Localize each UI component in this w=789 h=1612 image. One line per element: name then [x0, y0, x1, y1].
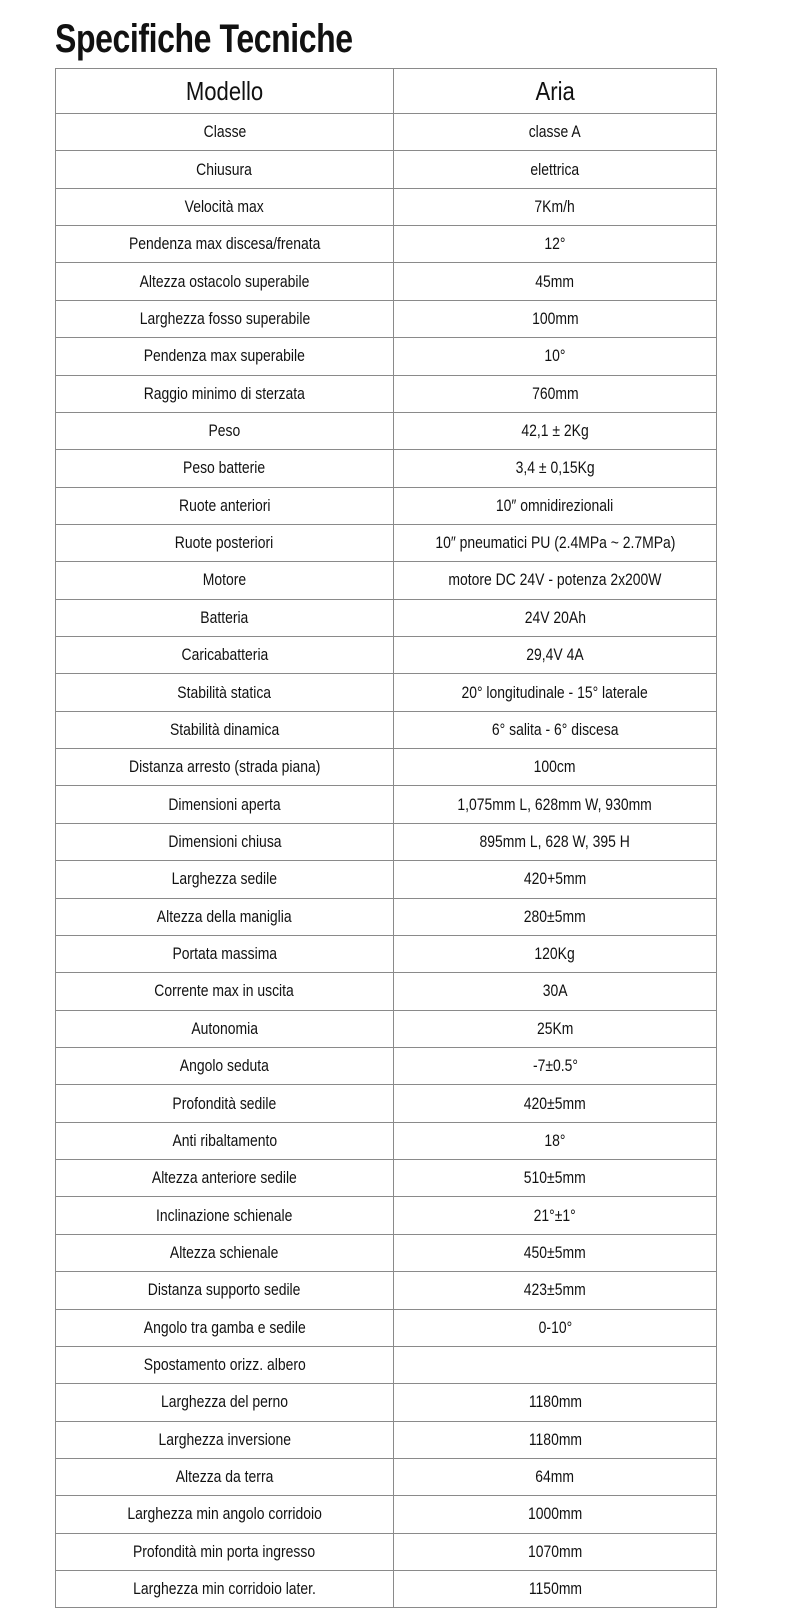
spec-value: 1070mm [527, 1541, 583, 1561]
table-row [56, 412, 717, 449]
spec-value: 1180mm [528, 1392, 582, 1412]
spec-value-cell [394, 338, 717, 375]
spec-label-cell [56, 226, 394, 263]
spec-value: 24V 20Ah [524, 607, 586, 627]
spec-label: Angolo tra gamba e sedile [143, 1317, 306, 1337]
spec-value: motore DC 24V - potenza 2x200W [448, 570, 662, 590]
table-row [56, 300, 717, 337]
table-row [56, 1234, 717, 1271]
spec-label: Ruote posteriori [175, 533, 274, 553]
spec-value-cell [394, 1010, 717, 1047]
table-row [56, 674, 717, 711]
spec-value: 21°±1° [533, 1205, 577, 1225]
spec-value-cell [394, 226, 717, 263]
spec-label: Motore [202, 570, 247, 590]
spec-value-cell [394, 487, 717, 524]
spec-value-cell [394, 1085, 717, 1122]
spec-value-cell [394, 1122, 717, 1159]
spec-label: Ruote anteriori [178, 495, 271, 515]
table-row [56, 749, 717, 786]
table-row [56, 935, 717, 972]
spec-label: Chiusura [196, 159, 253, 179]
table-row [56, 1458, 717, 1495]
spec-value-cell [394, 1571, 717, 1608]
spec-value: 6° salita - 6° discesa [491, 719, 619, 739]
spec-label-cell [56, 1309, 394, 1346]
spec-value-cell [394, 973, 717, 1010]
table-row [56, 1122, 717, 1159]
spec-label: Larghezza inversione [158, 1429, 291, 1449]
table-row [56, 711, 717, 748]
spec-label-cell [56, 711, 394, 748]
spec-label-cell [56, 674, 394, 711]
spec-label: Larghezza sedile [171, 869, 278, 889]
spec-label: Angolo seduta [179, 1056, 270, 1076]
spec-value: 120Kg [534, 944, 576, 964]
spec-label: Batteria [200, 607, 249, 627]
table-row [56, 1533, 717, 1570]
spec-label-cell [56, 599, 394, 636]
spec-label: Velocità max [184, 196, 265, 216]
spec-value: 420+5mm [523, 869, 587, 889]
table-row [56, 1496, 717, 1533]
spec-label: Caricabatteria [181, 645, 268, 665]
spec-label: Profondità sedile [172, 1093, 277, 1113]
spec-value-cell [394, 300, 717, 337]
spec-label-cell [56, 786, 394, 823]
spec-value: 10″ omnidirezionali [496, 495, 614, 515]
table-row [56, 861, 717, 898]
spec-label: Peso [208, 421, 241, 441]
spec-value: 45mm [535, 271, 575, 291]
spec-label-cell [56, 1571, 394, 1608]
table-row [56, 226, 717, 263]
spec-value-cell [394, 1384, 717, 1421]
spec-label-cell [56, 1197, 394, 1234]
spec-label-cell [56, 1160, 394, 1197]
spec-label-cell [56, 1010, 394, 1047]
spec-label-cell [56, 1533, 394, 1570]
spec-label: Inclinazione schienale [156, 1205, 293, 1225]
spec-value: 10° [544, 346, 566, 366]
spec-label-cell [56, 1085, 394, 1122]
table-row [56, 375, 717, 412]
header-value: Aria [535, 75, 575, 106]
table-row [56, 1421, 717, 1458]
spec-value: elettrica [530, 159, 580, 179]
spec-value-cell [394, 935, 717, 972]
table-row [56, 188, 717, 225]
table-row [56, 1160, 717, 1197]
spec-label: Larghezza fosso superabile [139, 308, 310, 328]
spec-label: Stabilità statica [177, 682, 272, 702]
spec-label: Spostamento orizz. albero [143, 1355, 306, 1375]
spec-value-cell [394, 823, 717, 860]
spec-label: Larghezza min corridoio later. [133, 1579, 316, 1599]
spec-value: 7Km/h [534, 196, 576, 216]
table-header-row [56, 69, 717, 114]
spec-value-cell [394, 1309, 717, 1346]
spec-value-cell [394, 786, 717, 823]
spec-value: 450±5mm [524, 1242, 586, 1262]
spec-value: 18° [544, 1130, 566, 1150]
spec-label-cell [56, 1122, 394, 1159]
table-row [56, 263, 717, 300]
table-row [56, 1085, 717, 1122]
spec-value-cell [394, 114, 717, 151]
spec-label-cell [56, 263, 394, 300]
spec-label-cell [56, 823, 394, 860]
table-row [56, 1309, 717, 1346]
table-row [56, 524, 717, 561]
table-row [56, 1571, 717, 1608]
spec-label: Pendenza max discesa/frenata [128, 234, 321, 254]
spec-value: 423±5mm [524, 1280, 586, 1300]
spec-value-cell [394, 1047, 717, 1084]
table-row [56, 1047, 717, 1084]
spec-label: Raggio minimo di sterzata [143, 383, 306, 403]
spec-label-cell [56, 188, 394, 225]
spec-label: Altezza da terra [175, 1467, 274, 1487]
table-row [56, 114, 717, 151]
spec-value: 20° longitudinale - 15° laterale [461, 682, 649, 702]
spec-value: 280±5mm [524, 906, 586, 926]
spec-label: Distanza arresto (strada piana) [128, 757, 321, 777]
spec-label-cell [56, 861, 394, 898]
spec-value-cell [394, 861, 717, 898]
spec-value: 64mm [535, 1467, 575, 1487]
spec-label-cell [56, 338, 394, 375]
spec-value: 1180mm [528, 1429, 582, 1449]
spec-label: Anti ribaltamento [172, 1130, 277, 1150]
spec-value-cell [394, 599, 717, 636]
spec-value: 100mm [531, 308, 579, 328]
spec-value-cell [394, 1421, 717, 1458]
header-label: Modello [185, 75, 264, 106]
spec-value-cell [394, 711, 717, 748]
spec-label-cell [56, 749, 394, 786]
spec-value-cell [394, 637, 717, 674]
spec-label-cell [56, 524, 394, 561]
spec-value: 760mm [531, 383, 579, 403]
table-row [56, 973, 717, 1010]
spec-value: 29,4V 4A [526, 645, 584, 665]
table-row [56, 637, 717, 674]
spec-value: 25Km [536, 1018, 574, 1038]
spec-label: Profondità min porta ingresso [133, 1541, 316, 1561]
spec-value-cell [394, 898, 717, 935]
table-row [56, 1197, 717, 1234]
spec-label: Classe [203, 122, 246, 142]
spec-label: Dimensioni aperta [168, 794, 281, 814]
spec-value-cell [394, 749, 717, 786]
spec-value-cell [394, 562, 717, 599]
spec-value: 420±5mm [524, 1093, 586, 1113]
spec-label-cell [56, 412, 394, 449]
spec-label-cell [56, 1421, 394, 1458]
spec-label-cell [56, 114, 394, 151]
spec-value: 3,4 ± 0,15Kg [515, 458, 595, 478]
spec-value: 12° [544, 234, 566, 254]
spec-label-cell [56, 1272, 394, 1309]
spec-value: -7±0.5° [532, 1056, 578, 1076]
table-row [56, 450, 717, 487]
spec-label-cell [56, 375, 394, 412]
spec-value: 30A [542, 981, 568, 1001]
spec-value: 1150mm [528, 1579, 582, 1599]
page-title: Specifiche Tecniche [55, 17, 353, 61]
spec-label-cell [56, 562, 394, 599]
spec-label: Dimensioni chiusa [167, 832, 282, 851]
spec-label: Altezza della maniglia [157, 906, 292, 926]
spec-label: Altezza schienale [170, 1242, 279, 1262]
spec-value: 1,075mm L, 628mm W, 930mm [457, 794, 653, 814]
table-row [56, 823, 717, 860]
spec-value: 510±5mm [524, 1168, 586, 1188]
spec-label: Stabilità dinamica [169, 719, 280, 739]
spec-label-cell [56, 1458, 394, 1495]
spec-value-cell [394, 524, 717, 561]
spec-label-cell [56, 637, 394, 674]
spec-label: Peso batterie [183, 458, 266, 478]
table-row [56, 786, 717, 823]
spec-value: 0-10° [538, 1317, 572, 1337]
spec-value-cell [394, 1160, 717, 1197]
spec-label: Altezza anteriore sedile [152, 1168, 297, 1188]
table-row [56, 151, 717, 188]
header-label-cell [56, 69, 394, 114]
table-row [56, 1010, 717, 1047]
spec-value: 42,1 ± 2Kg [521, 421, 589, 441]
spec-label-cell [56, 898, 394, 935]
spec-value-cell [394, 151, 717, 188]
spec-value-cell [394, 412, 717, 449]
table-row [56, 487, 717, 524]
spec-value-cell [394, 375, 717, 412]
table-row [56, 1272, 717, 1309]
spec-value: classe A [529, 122, 581, 142]
spec-label: Portata massima [172, 944, 277, 964]
spec-label-cell [56, 935, 394, 972]
table-row [56, 338, 717, 375]
spec-label: Corrente max in uscita [154, 981, 295, 1001]
spec-label-cell [56, 487, 394, 524]
spec-value-cell [394, 1458, 717, 1495]
header-value-cell [394, 69, 717, 114]
table-row [56, 599, 717, 636]
spec-value-cell [394, 1197, 717, 1234]
spec-value-cell [394, 188, 717, 225]
spec-value-cell [394, 450, 717, 487]
spec-label: Altezza ostacolo superabile [139, 271, 310, 291]
spec-label-cell [56, 1047, 394, 1084]
spec-label-cell [56, 151, 394, 188]
spec-label: Pendenza max superabile [143, 346, 306, 366]
spec-value-cell [394, 674, 717, 711]
spec-value-cell [394, 263, 717, 300]
spec-label-cell [56, 1346, 394, 1383]
spec-label: Autonomia [191, 1018, 258, 1038]
spec-label-cell [56, 1234, 394, 1271]
table-row [56, 562, 717, 599]
spec-value-cell [394, 1272, 717, 1309]
spec-value: 100cm [534, 757, 576, 777]
spec-label: Distanza supporto sedile [148, 1280, 301, 1300]
table-row [56, 1384, 717, 1421]
table-row [56, 1346, 717, 1383]
table-row [56, 898, 717, 935]
spec-value: 895mm L, 628 W, 395 H [479, 832, 631, 851]
spec-label-cell [56, 1384, 394, 1421]
spec-value: 10″ pneumatici PU (2.4MPa ~ 2.7MPa) [434, 533, 676, 553]
spec-value: 1000mm [527, 1504, 583, 1524]
spec-value-cell [394, 1496, 717, 1533]
spec-label-cell [56, 300, 394, 337]
spec-table [55, 68, 717, 1608]
spec-value-cell [394, 1533, 717, 1570]
spec-label-cell [56, 1496, 394, 1533]
spec-label: Larghezza min angolo corridoio [127, 1504, 322, 1524]
spec-label-cell [56, 450, 394, 487]
spec-label-cell [56, 973, 394, 1010]
spec-label: Larghezza del perno [160, 1392, 289, 1412]
spec-value-cell [394, 1346, 717, 1383]
spec-value-cell [394, 1234, 717, 1271]
